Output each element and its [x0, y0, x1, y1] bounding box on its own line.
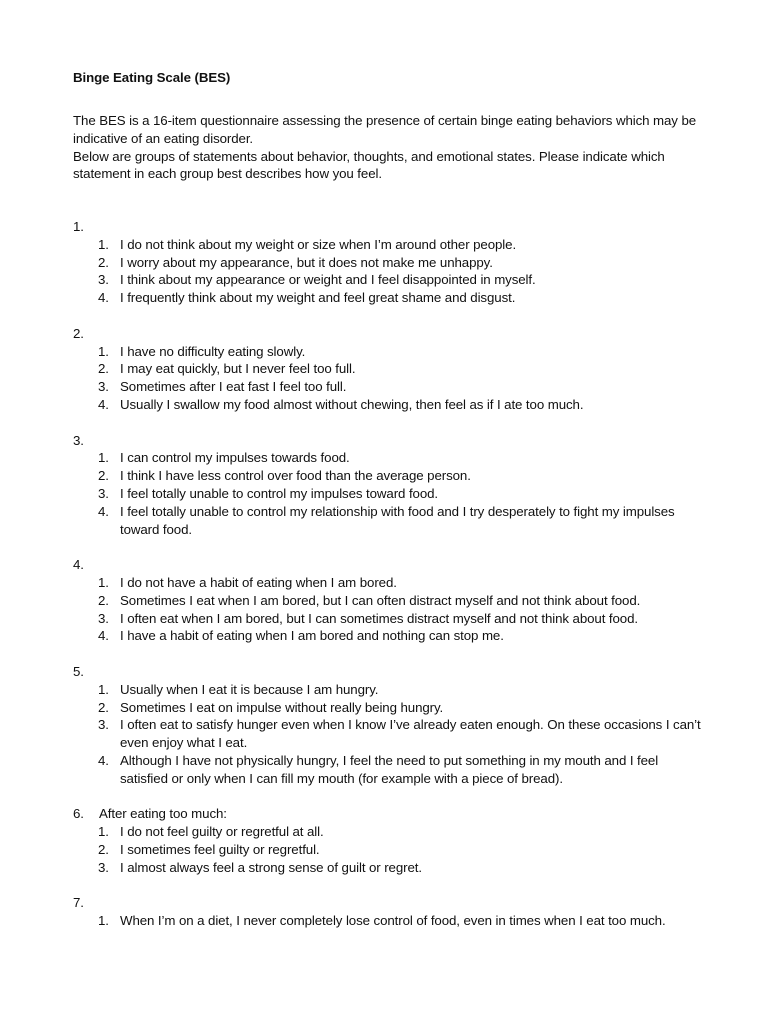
- option-text: Sometimes after I eat fast I feel too full.: [120, 379, 347, 395]
- question-prompt: After eating too much:: [99, 806, 227, 822]
- document-title: Binge Eating Scale (BES): [73, 70, 231, 85]
- option-text: I do not have a habit of eating when I am bored.: [120, 574, 397, 590]
- option-number: 3.: [98, 485, 109, 501]
- option-text: I do not feel guilty or regretful at all.: [120, 824, 324, 840]
- option-number: 1.: [98, 681, 109, 697]
- option-number-cell: [73, 859, 120, 877]
- question-item: [73, 663, 703, 788]
- option-list: [73, 236, 703, 307]
- option-list: [73, 343, 703, 414]
- option-item: [73, 592, 703, 610]
- option-number: 3.: [98, 859, 109, 875]
- option-number-cell: [73, 289, 120, 307]
- option-item: [73, 343, 703, 361]
- option-number-cell: [73, 627, 120, 645]
- option-text: I often eat to satisfy hunger even when I know I’ve already eaten enough. On these occasions I can’t even enjoy what I eat.: [120, 717, 701, 751]
- option-item: [73, 859, 703, 877]
- option-number: 1.: [98, 913, 109, 929]
- option-text: I think I have less control over food than the average person.: [120, 468, 471, 484]
- option-text: I often eat when I am bored, but I can sometimes distract myself and not think about food.: [120, 610, 638, 626]
- option-number: 2.: [98, 468, 109, 484]
- intro-paragraph: The BES is a 16-item questionnaire assessing the presence of certain binge eating behaviors which may be indicative of an eating disorder.: [73, 113, 697, 146]
- option-number-cell: [73, 592, 120, 610]
- option-number-cell: [73, 699, 120, 717]
- option-number: 4.: [98, 752, 109, 768]
- option-number-cell: [73, 360, 120, 378]
- option-number-cell: [73, 912, 120, 930]
- question-item: [73, 325, 703, 414]
- question-item: [73, 556, 703, 645]
- option-item: [73, 467, 703, 485]
- option-number: 1.: [98, 343, 109, 359]
- question-number: 4.: [73, 557, 84, 573]
- option-text: Although I have not physically hungry, I feel the need to put something in my mouth and I feel satisfied or only when I can fill my mouth (for example with a piece of bread).: [120, 752, 659, 786]
- option-text: Usually when I eat it is because I am hungry.: [120, 681, 379, 697]
- option-number-cell: [73, 841, 120, 859]
- option-item: [73, 449, 703, 467]
- option-number-cell: [73, 503, 120, 539]
- option-number: 1.: [98, 450, 109, 466]
- option-text: I feel totally unable to control my impulses toward food.: [120, 485, 439, 501]
- option-list: [73, 823, 703, 876]
- option-text: Sometimes I eat when I am bored, but I can often distract myself and not think about food.: [120, 592, 641, 608]
- option-item: [73, 699, 703, 717]
- option-number: 3.: [98, 717, 109, 733]
- question-item: [73, 894, 703, 930]
- option-list: [73, 574, 703, 645]
- option-item: [73, 752, 703, 788]
- option-text: I almost always feel a strong sense of guilt or regret.: [120, 859, 422, 875]
- question-list: [73, 218, 703, 948]
- question-header: [73, 894, 703, 912]
- option-item: [73, 841, 703, 859]
- question-item: [73, 805, 703, 876]
- question-number: 5.: [73, 663, 84, 679]
- option-item: [73, 574, 703, 592]
- option-number-cell: [73, 271, 120, 289]
- option-text: I think about my appearance or weight and I feel disappointed in myself.: [120, 272, 536, 288]
- option-text: I do not think about my weight or size when I’m around other people.: [120, 236, 517, 252]
- option-number: 3.: [98, 272, 109, 288]
- option-item: [73, 396, 703, 414]
- option-text: I feel totally unable to control my relationship with food and I try desperately to fight my impulses toward food.: [120, 503, 675, 537]
- question-header: [73, 325, 703, 343]
- option-number-cell: [73, 343, 120, 361]
- option-number-cell: [73, 752, 120, 788]
- option-item: [73, 681, 703, 699]
- option-text: I frequently think about my weight and feel great shame and disgust.: [120, 290, 516, 306]
- option-item: [73, 610, 703, 628]
- option-number: 4.: [98, 290, 109, 306]
- option-number: 2.: [98, 592, 109, 608]
- option-item: [73, 378, 703, 396]
- option-number-cell: [73, 254, 120, 272]
- question-header: [73, 663, 703, 681]
- option-number: 4.: [98, 628, 109, 644]
- option-text: Sometimes I eat on impulse without really being hungry.: [120, 699, 444, 715]
- question-item: [73, 432, 703, 539]
- question-number: 7.: [73, 895, 84, 911]
- option-item: [73, 289, 703, 307]
- option-item: [73, 236, 703, 254]
- option-item: [73, 254, 703, 272]
- option-number: 4.: [98, 503, 109, 519]
- question-header: [73, 218, 703, 236]
- option-number: 2.: [98, 699, 109, 715]
- option-number: 1.: [98, 236, 109, 252]
- option-number-cell: [73, 467, 120, 485]
- option-list: [73, 912, 703, 930]
- option-list: [73, 681, 703, 788]
- option-number-cell: [73, 574, 120, 592]
- option-number: 2.: [98, 361, 109, 377]
- intro-text: [73, 112, 703, 183]
- option-number: 3.: [98, 610, 109, 626]
- option-number: 4.: [98, 396, 109, 412]
- option-item: [73, 716, 703, 752]
- option-number-cell: [73, 681, 120, 699]
- option-item: [73, 271, 703, 289]
- option-number-cell: [73, 236, 120, 254]
- option-number: 1.: [98, 824, 109, 840]
- option-text: I have a habit of eating when I am bored and nothing can stop me.: [120, 628, 504, 644]
- option-item: [73, 823, 703, 841]
- intro-paragraph: Below are groups of statements about behavior, thoughts, and emotional states. Please indicate which statement in each group best describes how you feel.: [73, 148, 665, 182]
- option-number: 1.: [98, 574, 109, 590]
- option-text: I have no difficulty eating slowly.: [120, 343, 306, 359]
- question-number: 1.: [73, 219, 84, 234]
- option-number-cell: [73, 716, 120, 752]
- question-number: 2.: [73, 325, 84, 341]
- option-item: [73, 485, 703, 503]
- option-number-cell: [73, 449, 120, 467]
- option-number-cell: [73, 823, 120, 841]
- option-number-cell: [73, 378, 120, 396]
- option-text: I sometimes feel guilty or regretful.: [120, 841, 320, 857]
- option-item: [73, 360, 703, 378]
- option-number: 3.: [98, 379, 109, 395]
- option-number-cell: [73, 396, 120, 414]
- question-item: [73, 218, 703, 307]
- option-text: I can control my impulses towards food.: [120, 450, 350, 466]
- option-text: When I’m on a diet, I never completely lose control of food, even in times when I eat too much.: [120, 913, 666, 929]
- question-header: [73, 805, 703, 823]
- option-list: [73, 449, 703, 538]
- option-number-cell: [73, 485, 120, 503]
- question-number: 6.: [73, 806, 84, 822]
- question-header: [73, 556, 703, 574]
- question-number: 3.: [73, 432, 84, 448]
- option-text: I may eat quickly, but I never feel too full.: [120, 361, 356, 377]
- option-item: [73, 503, 703, 539]
- option-item: [73, 627, 703, 645]
- option-text: I worry about my appearance, but it does not make me unhappy.: [120, 254, 493, 270]
- question-header: [73, 432, 703, 450]
- option-number: 2.: [98, 254, 109, 270]
- option-text: Usually I swallow my food almost without chewing, then feel as if I ate too much.: [120, 396, 584, 412]
- option-number: 2.: [98, 841, 109, 857]
- option-item: [73, 912, 703, 930]
- option-number-cell: [73, 610, 120, 628]
